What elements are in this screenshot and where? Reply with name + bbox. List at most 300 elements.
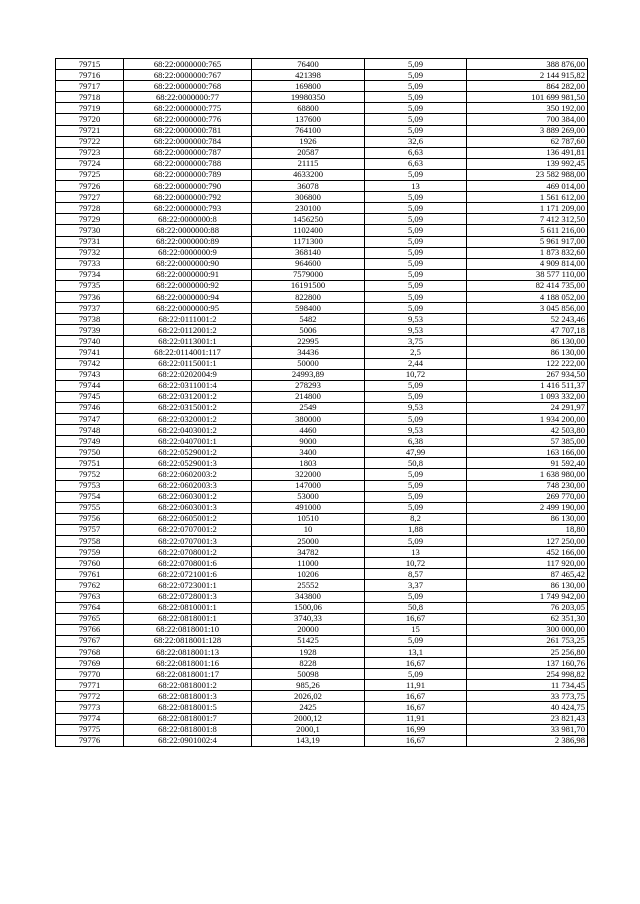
- area-cell: 25552: [252, 580, 365, 591]
- cadastral-number-cell: 68:22:0818001:13: [124, 646, 252, 657]
- table-row: [56, 391, 588, 402]
- table-row: [56, 258, 588, 269]
- table-row: [56, 402, 588, 413]
- table-row: [56, 635, 588, 646]
- value-cell: 42 503,80: [467, 425, 588, 436]
- value-cell: 2 386,98: [467, 735, 588, 746]
- table-row: [56, 669, 588, 680]
- value-cell: 62 787,60: [467, 136, 588, 147]
- row-number-cell: 79771: [56, 680, 124, 691]
- row-number-cell: 79759: [56, 547, 124, 558]
- rate-cell: 5,09: [365, 169, 467, 180]
- row-number-cell: 79776: [56, 735, 124, 746]
- table-row: [56, 70, 588, 81]
- value-cell: 748 230,00: [467, 480, 588, 491]
- area-cell: 137600: [252, 114, 365, 125]
- area-cell: 10510: [252, 513, 365, 524]
- area-cell: 5006: [252, 325, 365, 336]
- rate-cell: 5,09: [365, 591, 467, 602]
- area-cell: 169800: [252, 81, 365, 92]
- table-row: [56, 491, 588, 502]
- area-cell: 985,26: [252, 680, 365, 691]
- row-number-cell: 79756: [56, 513, 124, 524]
- area-cell: 36078: [252, 181, 365, 192]
- value-cell: 11 734,45: [467, 680, 588, 691]
- area-cell: 1803: [252, 458, 365, 469]
- cadastral-number-cell: 68:22:0707001:2: [124, 524, 252, 535]
- cadastral-number-cell: 68:22:0000000:765: [124, 59, 252, 70]
- rate-cell: 5,09: [365, 92, 467, 103]
- cadastral-number-cell: 68:22:0721001:6: [124, 569, 252, 580]
- table-row: [56, 158, 588, 169]
- cadastral-number-cell: 68:22:0708001:2: [124, 547, 252, 558]
- area-cell: 7579000: [252, 269, 365, 280]
- row-number-cell: 79772: [56, 691, 124, 702]
- value-cell: 1 873 832,60: [467, 247, 588, 258]
- row-number-cell: 79751: [56, 458, 124, 469]
- table-row: [56, 602, 588, 613]
- cadastral-number-cell: 68:22:0000000:767: [124, 70, 252, 81]
- row-number-cell: 79743: [56, 369, 124, 380]
- cadastral-number-cell: 68:22:0311001:4: [124, 380, 252, 391]
- table-row: [56, 524, 588, 535]
- table-row: [56, 580, 588, 591]
- cadastral-number-cell: 68:22:0113001:1: [124, 336, 252, 347]
- row-number-cell: 79768: [56, 646, 124, 657]
- value-cell: 163 166,00: [467, 447, 588, 458]
- cadastral-number-cell: 68:22:0000000:92: [124, 280, 252, 291]
- rate-cell: 11,91: [365, 713, 467, 724]
- row-number-cell: 79749: [56, 436, 124, 447]
- value-cell: 469 014,00: [467, 181, 588, 192]
- table-row: [56, 613, 588, 624]
- table-row: [56, 280, 588, 291]
- value-cell: 57 385,00: [467, 436, 588, 447]
- rate-cell: 5,09: [365, 192, 467, 203]
- area-cell: 25000: [252, 536, 365, 547]
- rate-cell: 5,09: [365, 70, 467, 81]
- row-number-cell: 79741: [56, 347, 124, 358]
- value-cell: 254 998,82: [467, 669, 588, 680]
- row-number-cell: 79739: [56, 325, 124, 336]
- value-cell: 267 934,50: [467, 369, 588, 380]
- area-cell: 306800: [252, 192, 365, 203]
- row-number-cell: 79753: [56, 480, 124, 491]
- value-cell: 25 256,80: [467, 646, 588, 657]
- rate-cell: 5,09: [365, 114, 467, 125]
- value-cell: 7 412 312,50: [467, 214, 588, 225]
- row-number-cell: 79736: [56, 291, 124, 302]
- cadastral-number-cell: 68:22:0605001:2: [124, 513, 252, 524]
- value-cell: 33 773,75: [467, 691, 588, 702]
- value-cell: 1 093 332,00: [467, 391, 588, 402]
- cadastral-number-cell: 68:22:0114001:117: [124, 347, 252, 358]
- rate-cell: 5,09: [365, 380, 467, 391]
- area-cell: 9000: [252, 436, 365, 447]
- cadastral-number-cell: 68:22:0111001:2: [124, 314, 252, 325]
- row-number-cell: 79727: [56, 192, 124, 203]
- cadastral-number-cell: 68:22:0000000:784: [124, 136, 252, 147]
- cadastral-number-cell: 68:22:0529001:2: [124, 447, 252, 458]
- area-cell: 51425: [252, 635, 365, 646]
- value-cell: 137 160,76: [467, 658, 588, 669]
- value-cell: 33 981,70: [467, 724, 588, 735]
- row-number-cell: 79737: [56, 303, 124, 314]
- row-number-cell: 79767: [56, 635, 124, 646]
- rate-cell: 11,91: [365, 680, 467, 691]
- rate-cell: 5,09: [365, 491, 467, 502]
- rate-cell: 6,63: [365, 147, 467, 158]
- cadastral-number-cell: 68:22:0000000:775: [124, 103, 252, 114]
- cadastral-number-cell: 68:22:0000000:90: [124, 258, 252, 269]
- area-cell: 421398: [252, 70, 365, 81]
- row-number-cell: 79732: [56, 247, 124, 258]
- row-number-cell: 79742: [56, 358, 124, 369]
- rate-cell: 5,09: [365, 225, 467, 236]
- value-cell: 62 351,30: [467, 613, 588, 624]
- row-number-cell: 79726: [56, 181, 124, 192]
- value-cell: 2 499 190,00: [467, 502, 588, 513]
- row-number-cell: 79718: [56, 92, 124, 103]
- row-number-cell: 79717: [56, 81, 124, 92]
- value-cell: 86 130,00: [467, 336, 588, 347]
- table-row: [56, 59, 588, 70]
- cadastral-number-cell: 68:22:0810001:1: [124, 602, 252, 613]
- table-row: [56, 425, 588, 436]
- table-row: [56, 469, 588, 480]
- area-cell: 19980350: [252, 92, 365, 103]
- area-cell: 10: [252, 524, 365, 535]
- table-row: [56, 236, 588, 247]
- row-number-cell: 79744: [56, 380, 124, 391]
- value-cell: 1 171 209,00: [467, 203, 588, 214]
- cadastral-number-cell: 68:22:0603001:2: [124, 491, 252, 502]
- table-row: [56, 480, 588, 491]
- row-number-cell: 79761: [56, 569, 124, 580]
- rate-cell: 9,53: [365, 325, 467, 336]
- cadastral-number-cell: 68:22:0000000:9: [124, 247, 252, 258]
- rate-cell: 5,09: [365, 414, 467, 425]
- cadastral-number-cell: 68:22:0728001:3: [124, 591, 252, 602]
- table-row: [56, 624, 588, 635]
- rate-cell: 5,09: [365, 103, 467, 114]
- rate-cell: 8,2: [365, 513, 467, 524]
- row-number-cell: 79769: [56, 658, 124, 669]
- area-cell: 34436: [252, 347, 365, 358]
- row-number-cell: 79731: [56, 236, 124, 247]
- value-cell: 1 416 511,37: [467, 380, 588, 391]
- table-row: [56, 169, 588, 180]
- rate-cell: 8,57: [365, 569, 467, 580]
- row-number-cell: 79775: [56, 724, 124, 735]
- cadastral-number-cell: 68:22:0000000:94: [124, 291, 252, 302]
- row-number-cell: 79765: [56, 613, 124, 624]
- value-cell: 700 384,00: [467, 114, 588, 125]
- cadastral-number-cell: 68:22:0818001:16: [124, 658, 252, 669]
- area-cell: 2549: [252, 402, 365, 413]
- table-row: [56, 247, 588, 258]
- area-cell: 1500,06: [252, 602, 365, 613]
- table-row: [56, 147, 588, 158]
- value-cell: 38 577 110,00: [467, 269, 588, 280]
- rate-cell: 5,09: [365, 469, 467, 480]
- cadastral-number-cell: 68:22:0000000:790: [124, 181, 252, 192]
- cadastral-number-cell: 68:22:0818001:1: [124, 613, 252, 624]
- rate-cell: 50,8: [365, 458, 467, 469]
- row-number-cell: 79730: [56, 225, 124, 236]
- rate-cell: 5,09: [365, 391, 467, 402]
- rate-cell: 5,09: [365, 59, 467, 70]
- value-cell: 269 770,00: [467, 491, 588, 502]
- area-cell: 10206: [252, 569, 365, 580]
- value-cell: 1 749 942,00: [467, 591, 588, 602]
- table-row: [56, 646, 588, 657]
- area-cell: 24993,89: [252, 369, 365, 380]
- value-cell: 452 166,00: [467, 547, 588, 558]
- row-number-cell: 79748: [56, 425, 124, 436]
- row-number-cell: 79755: [56, 502, 124, 513]
- table-row: [56, 181, 588, 192]
- table-row: [56, 558, 588, 569]
- area-cell: 964600: [252, 258, 365, 269]
- value-cell: 3 889 269,00: [467, 125, 588, 136]
- table-row: [56, 103, 588, 114]
- row-number-cell: 79729: [56, 214, 124, 225]
- row-number-cell: 79770: [56, 669, 124, 680]
- area-cell: 2026,02: [252, 691, 365, 702]
- cadastral-number-cell: 68:22:0403001:2: [124, 425, 252, 436]
- table-row: [56, 291, 588, 302]
- row-number-cell: 79728: [56, 203, 124, 214]
- value-cell: 86 130,00: [467, 347, 588, 358]
- cadastral-number-cell: 68:22:0000000:91: [124, 269, 252, 280]
- value-cell: 5 611 216,00: [467, 225, 588, 236]
- area-cell: 50000: [252, 358, 365, 369]
- table-row: [56, 336, 588, 347]
- value-cell: 91 592,40: [467, 458, 588, 469]
- rate-cell: 47,99: [365, 447, 467, 458]
- cadastral-number-cell: 68:22:0202004:9: [124, 369, 252, 380]
- table-row: [56, 114, 588, 125]
- value-cell: 52 243,46: [467, 314, 588, 325]
- area-cell: 822800: [252, 291, 365, 302]
- rate-cell: 3,37: [365, 580, 467, 591]
- value-cell: 136 491,81: [467, 147, 588, 158]
- cadastral-number-cell: 68:22:0529001:3: [124, 458, 252, 469]
- value-cell: 23 821,43: [467, 713, 588, 724]
- rate-cell: 6,38: [365, 436, 467, 447]
- value-cell: 18,80: [467, 524, 588, 535]
- row-number-cell: 79747: [56, 414, 124, 425]
- area-cell: 11000: [252, 558, 365, 569]
- table-row: [56, 192, 588, 203]
- row-number-cell: 79757: [56, 524, 124, 535]
- area-cell: 230100: [252, 203, 365, 214]
- rate-cell: 5,09: [365, 280, 467, 291]
- value-cell: 3 045 856,00: [467, 303, 588, 314]
- row-number-cell: 79715: [56, 59, 124, 70]
- rate-cell: 5,09: [365, 258, 467, 269]
- value-cell: 4 188 052,00: [467, 291, 588, 302]
- table-row: [56, 380, 588, 391]
- rate-cell: 5,09: [365, 291, 467, 302]
- area-cell: 2425: [252, 702, 365, 713]
- row-number-cell: 79719: [56, 103, 124, 114]
- row-number-cell: 79773: [56, 702, 124, 713]
- area-cell: 1456250: [252, 214, 365, 225]
- area-cell: 322000: [252, 469, 365, 480]
- area-cell: 380000: [252, 414, 365, 425]
- rate-cell: 9,53: [365, 402, 467, 413]
- cadastral-number-cell: 68:22:0000000:77: [124, 92, 252, 103]
- rate-cell: 3,75: [365, 336, 467, 347]
- row-number-cell: 79754: [56, 491, 124, 502]
- table-row: [56, 735, 588, 746]
- area-cell: 491000: [252, 502, 365, 513]
- table-body: [56, 59, 588, 747]
- cadastral-number-cell: 68:22:0000000:788: [124, 158, 252, 169]
- table-row: [56, 214, 588, 225]
- row-number-cell: 79725: [56, 169, 124, 180]
- value-cell: 300 000,00: [467, 624, 588, 635]
- cadastral-number-cell: 68:22:0000000:8: [124, 214, 252, 225]
- table-row: [56, 547, 588, 558]
- value-cell: 5 961 917,00: [467, 236, 588, 247]
- cadastral-number-cell: 68:22:0000000:787: [124, 147, 252, 158]
- row-number-cell: 79720: [56, 114, 124, 125]
- table-row: [56, 269, 588, 280]
- rate-cell: 15: [365, 624, 467, 635]
- value-cell: 139 992,45: [467, 158, 588, 169]
- rate-cell: 13,1: [365, 646, 467, 657]
- row-number-cell: 79766: [56, 624, 124, 635]
- table-row: [56, 724, 588, 735]
- row-number-cell: 79752: [56, 469, 124, 480]
- area-cell: 143,19: [252, 735, 365, 746]
- rate-cell: 5,09: [365, 480, 467, 491]
- table-row: [56, 658, 588, 669]
- area-cell: 68800: [252, 103, 365, 114]
- rate-cell: 5,09: [365, 214, 467, 225]
- area-cell: 368140: [252, 247, 365, 258]
- rate-cell: 6,63: [365, 158, 467, 169]
- rate-cell: 5,09: [365, 635, 467, 646]
- rate-cell: 5,09: [365, 303, 467, 314]
- value-cell: 86 130,00: [467, 513, 588, 524]
- value-cell: 261 753,25: [467, 635, 588, 646]
- cadastral-value-table: [55, 58, 588, 747]
- area-cell: 5482: [252, 314, 365, 325]
- cadastral-number-cell: 68:22:0603001:3: [124, 502, 252, 513]
- rate-cell: 5,09: [365, 269, 467, 280]
- area-cell: 2000,12: [252, 713, 365, 724]
- table-row: [56, 203, 588, 214]
- cadastral-number-cell: 68:22:0818001:7: [124, 713, 252, 724]
- table-row: [56, 680, 588, 691]
- area-cell: 2000,1: [252, 724, 365, 735]
- table-row: [56, 502, 588, 513]
- rate-cell: 16,67: [365, 613, 467, 624]
- table-row: [56, 325, 588, 336]
- row-number-cell: 79733: [56, 258, 124, 269]
- area-cell: 53000: [252, 491, 365, 502]
- row-number-cell: 79721: [56, 125, 124, 136]
- area-cell: 3740,33: [252, 613, 365, 624]
- cadastral-number-cell: 68:22:0000000:89: [124, 236, 252, 247]
- table-row: [56, 713, 588, 724]
- value-cell: 47 707,18: [467, 325, 588, 336]
- rate-cell: 5,09: [365, 125, 467, 136]
- row-number-cell: 79758: [56, 536, 124, 547]
- cadastral-number-cell: 68:22:0818001:3: [124, 691, 252, 702]
- value-cell: 117 920,00: [467, 558, 588, 569]
- cadastral-number-cell: 68:22:0115001:1: [124, 358, 252, 369]
- area-cell: 16191500: [252, 280, 365, 291]
- value-cell: 1 934 200,00: [467, 414, 588, 425]
- cadastral-number-cell: 68:22:0818001:10: [124, 624, 252, 635]
- value-cell: 1 561 612,00: [467, 192, 588, 203]
- cadastral-number-cell: 68:22:0707001:3: [124, 536, 252, 547]
- row-number-cell: 79738: [56, 314, 124, 325]
- value-cell: 86 130,00: [467, 580, 588, 591]
- cadastral-number-cell: 68:22:0000000:88: [124, 225, 252, 236]
- rate-cell: 5,09: [365, 81, 467, 92]
- value-cell: 40 424,75: [467, 702, 588, 713]
- rate-cell: 2,44: [365, 358, 467, 369]
- cadastral-number-cell: 68:22:0708001:6: [124, 558, 252, 569]
- value-cell: 101 699 981,50: [467, 92, 588, 103]
- area-cell: 3400: [252, 447, 365, 458]
- cadastral-number-cell: 68:22:0112001:2: [124, 325, 252, 336]
- cadastral-number-cell: 68:22:0000000:776: [124, 114, 252, 125]
- cadastral-number-cell: 68:22:0818001:2: [124, 680, 252, 691]
- area-cell: 147000: [252, 480, 365, 491]
- area-cell: 1102400: [252, 225, 365, 236]
- table-row: [56, 303, 588, 314]
- cadastral-number-cell: 68:22:0818001:128: [124, 635, 252, 646]
- row-number-cell: 79723: [56, 147, 124, 158]
- area-cell: 598400: [252, 303, 365, 314]
- table-row: [56, 358, 588, 369]
- cadastral-number-cell: 68:22:0315001:2: [124, 402, 252, 413]
- value-cell: 23 582 988,00: [467, 169, 588, 180]
- rate-cell: 16,99: [365, 724, 467, 735]
- table-row: [56, 125, 588, 136]
- area-cell: 22995: [252, 336, 365, 347]
- table-row: [56, 458, 588, 469]
- table-row: [56, 569, 588, 580]
- rate-cell: 5,09: [365, 502, 467, 513]
- row-number-cell: 79763: [56, 591, 124, 602]
- value-cell: 127 250,00: [467, 536, 588, 547]
- area-cell: 1926: [252, 136, 365, 147]
- row-number-cell: 79760: [56, 558, 124, 569]
- rate-cell: 2,5: [365, 347, 467, 358]
- value-cell: 388 876,00: [467, 59, 588, 70]
- rate-cell: 16,67: [365, 691, 467, 702]
- row-number-cell: 79746: [56, 402, 124, 413]
- table-row: [56, 702, 588, 713]
- area-cell: 1928: [252, 646, 365, 657]
- cadastral-number-cell: 68:22:0818001:17: [124, 669, 252, 680]
- cadastral-number-cell: 68:22:0312001:2: [124, 391, 252, 402]
- value-cell: 122 222,00: [467, 358, 588, 369]
- cadastral-number-cell: 68:22:0818001:5: [124, 702, 252, 713]
- cadastral-number-cell: 68:22:0000000:781: [124, 125, 252, 136]
- rate-cell: 16,67: [365, 658, 467, 669]
- row-number-cell: 79750: [56, 447, 124, 458]
- row-number-cell: 79762: [56, 580, 124, 591]
